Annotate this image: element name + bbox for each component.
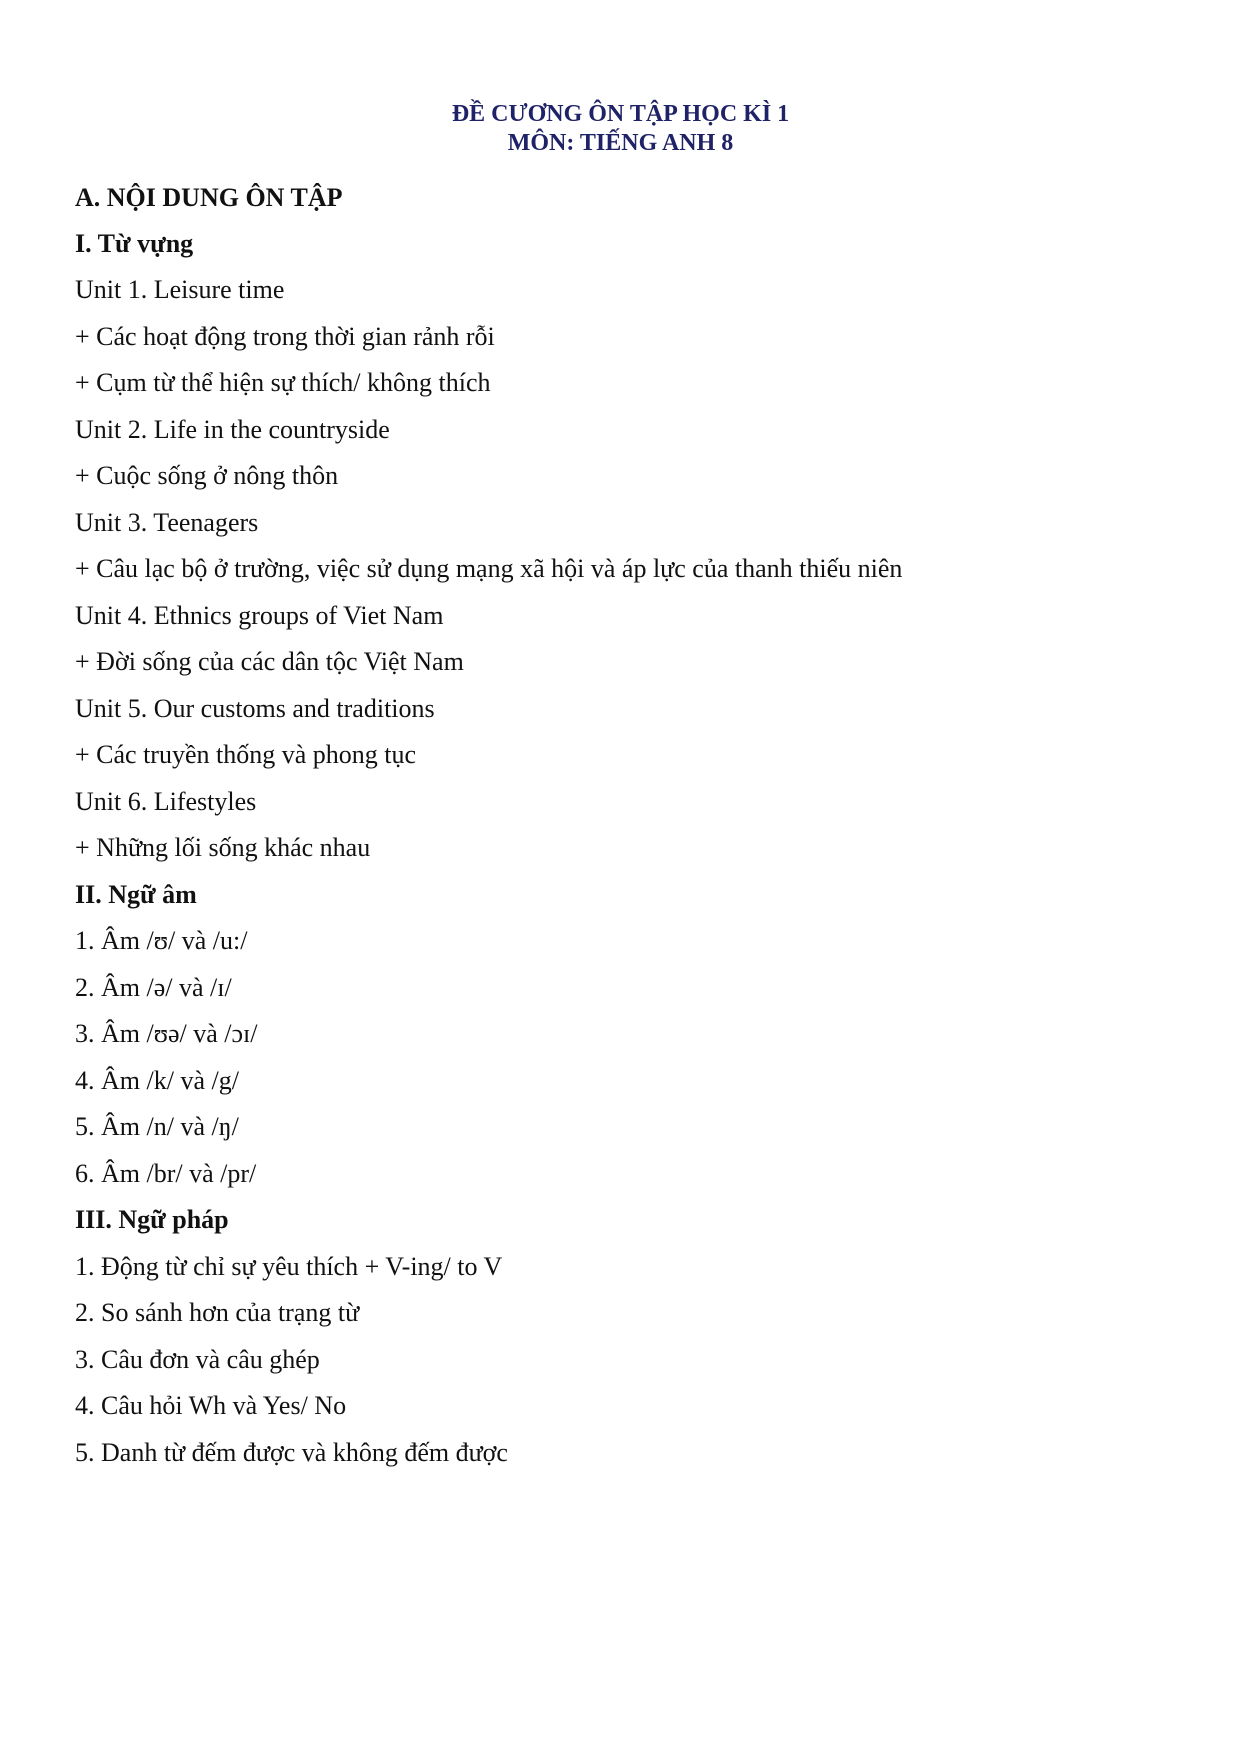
vocabulary-line: Unit 6. Lifestyles: [75, 787, 257, 816]
vocabulary-line: Unit 1. Leisure time: [75, 275, 285, 304]
vocabulary-heading: I. Từ vựng: [75, 229, 194, 258]
vocabulary-line: Unit 5. Our customs and traditions: [75, 694, 435, 723]
phonetics-heading: II. Ngữ âm: [75, 880, 197, 909]
grammar-heading: III. Ngữ pháp: [75, 1205, 229, 1234]
vocabulary-line: + Những lối sống khác nhau: [75, 833, 371, 862]
vocabulary-line: Unit 3. Teenagers: [75, 508, 259, 537]
vocabulary-line: + Cụm từ thể hiện sự thích/ không thích: [75, 368, 491, 397]
phonetics-line: 3. Âm /ʊə/ và /ɔɪ/: [75, 1019, 258, 1048]
grammar-line: 4. Câu hỏi Wh và Yes/ No: [75, 1391, 347, 1420]
grammar-line: 5. Danh từ đếm được và không đếm được: [75, 1438, 508, 1467]
vocabulary-line: Unit 4. Ethnics groups of Viet Nam: [75, 601, 444, 630]
grammar-line: 1. Động từ chỉ sự yêu thích + V-ing/ to V: [75, 1252, 503, 1281]
document-subtitle: MÔN: TIẾNG ANH 8: [507, 130, 734, 156]
phonetics-line: 6. Âm /br/ và /pr/: [75, 1159, 257, 1188]
phonetics-line: 5. Âm /n/ và /ŋ/: [75, 1112, 239, 1141]
grammar-line: 2. So sánh hơn của trạng từ: [75, 1298, 360, 1327]
section-a-heading: A. NỘI DUNG ÔN TẬP: [75, 183, 343, 212]
phonetics-line: 1. Âm /ʊ/ và /u:/: [75, 926, 248, 955]
document-title: ĐỀ CƯƠNG ÔN TẬP HỌC KÌ 1: [451, 101, 790, 127]
vocabulary-line: + Đời sống của các dân tộc Việt Nam: [75, 647, 464, 676]
phonetics-line: 2. Âm /ə/ và /ɪ/: [75, 973, 232, 1002]
vocabulary-line: + Các truyền thống và phong tục: [75, 740, 417, 769]
phonetics-line: 4. Âm /k/ và /g/: [75, 1066, 239, 1095]
grammar-line: 3. Câu đơn và câu ghép: [75, 1345, 320, 1374]
vocabulary-line: Unit 2. Life in the countryside: [75, 415, 390, 444]
vocabulary-line: + Cuộc sống ở nông thôn: [75, 461, 339, 490]
vocabulary-line: + Câu lạc bộ ở trường, việc sử dụng mạng xã hội và áp lực của thanh thiếu niên: [75, 554, 903, 583]
vocabulary-line: + Các hoạt động trong thời gian rảnh rỗi: [75, 322, 495, 351]
